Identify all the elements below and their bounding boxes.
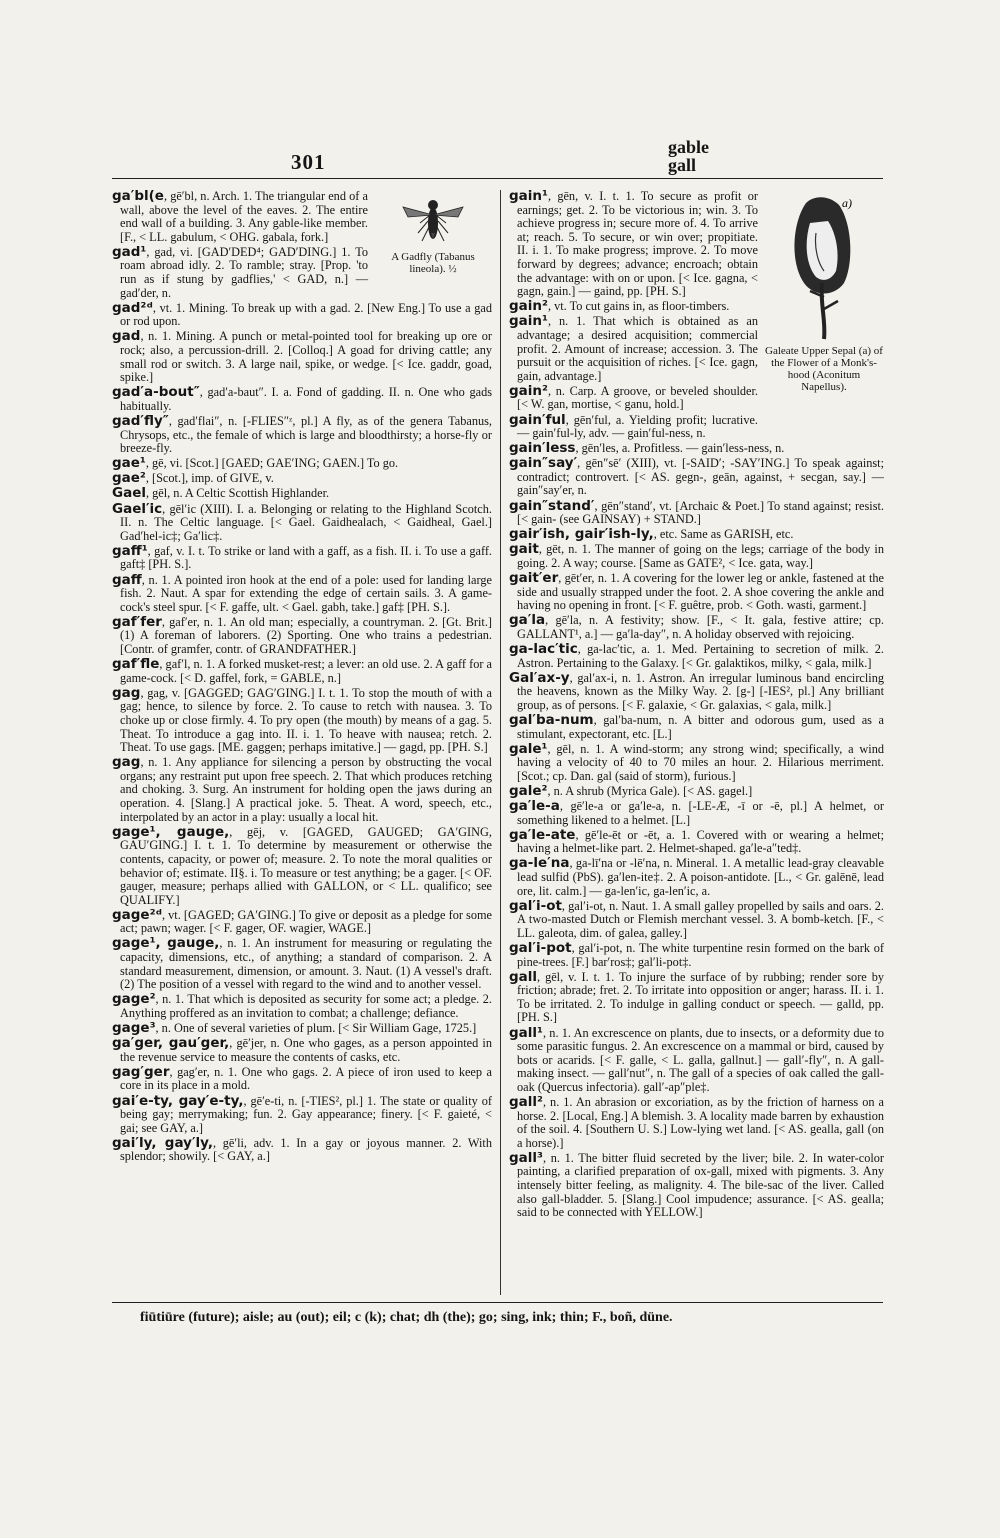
- dictionary-entry: gad²ᵈ, vt. 1. Mining. To break up with a gad. 2. [New Eng.] To use a gad or rod upon.: [112, 299, 492, 329]
- entry-definition: gē′li, adv. 1. In a gay or joyous manner. 2. With splendor; showily. [< GAY, a.]: [120, 1135, 492, 1164]
- entry-definition: gaf′er, n. 1. An old man; especially, a countryman. 2. [Gt. Brit.] (1) A foreman of laborers. (2) Sporting. One who trains a pedestrian. [Contr. of gramfer, contr. of GRANDFATHER.]: [120, 614, 492, 656]
- dictionary-entry: Gal′ax-y, gal′ax-i, n. 1. Astron. An irregular luminous band encircling the heavens, known as the Milky Way. 2. [g-] [-IES², pl.] Any brilliant group, as of persons. [< F. galaxie, < Gr. galaxias, < gala, milk.]: [509, 669, 884, 712]
- guide-words: [668, 138, 709, 174]
- dictionary-entry: gale¹, gēl, n. 1. A wind-storm; any strong wind; specifically, a wind having a velocity of 40 to 70 miles an hour. 2. Hilarious merriment. [Scot.; cp. Dan. gal (said of storm), furious.]: [509, 740, 884, 783]
- entry-headword: gall²: [509, 1094, 543, 1110]
- dictionary-entry: ga′bl(e, gē′bl, n. Arch. 1. The triangular end of a wall, above the level of the eaves. 2. The entire end wall of a building. 3. Any gable-like member. [F., < LL. gabulum, < OHG. gabala, fork.]: [112, 190, 369, 244]
- dictionary-entry: gait′er, gēt′er, n. 1. A covering for the lower leg or ankle, fastened at the side and usually strapped under the foot. 2. A shoe covering the ankle and having no opening in front. [< F. guêtre, prob. < Goth. wasti, garment.]: [509, 570, 884, 613]
- dictionary-entry: gag, gag, v. [GAGGED; GAG′GING.] I. t. 1. To stop the mouth of with a gag; hence, to silence by force. 2. To cause to retch with nausea. 3. To choke up or close firmly. 4. To pry open (the mouth) by means of a gag. 5. Theat. To introduce a gag into. II. i. 1. To heave with nausea; retch. 2. Theat. To use gags. [ME. gaggen; perhaps imitative.] — gagd, pp. [PH. S.]: [112, 684, 492, 755]
- entry-headword: gad′a-bout″: [112, 384, 200, 401]
- entry-headword: gaf′fle: [112, 656, 160, 673]
- dictionary-entry: gage²ᵈ, vt. [GAGED; GA′GING.] To give or deposit as a pledge for some act; pawn; wager. [< F. gager, OF. wagier, WAGE.]: [112, 906, 492, 936]
- dictionary-entry: ga-lac′tic, ga-lac′tic, a. 1. Med. Pertaining to secretion of milk. 2. Astron. Pertaining to the Galaxy. [< Gr. galaktikos, milky, < gala, milk.]: [509, 641, 884, 670]
- pronunciation-key: fiūtiūre (future); aisle; au (out); eil; c (k); chat; dh (the); go; sing, ink; thin; F., boñ, düne.: [140, 1310, 673, 1325]
- dictionary-entry: gall, gēl, v. I. t. 1. To injure the surface of by rubbing; render sore by friction; abrade; fret. 2. To irritate into opposition or anger; harass. II. i. 1. To be irritated. 2. To indulge in galling conduct or speech. — galld, pp. [PH. S.]: [509, 968, 884, 1025]
- dictionary-entry: gal′i-ot, gal′i-ot, n. Naut. 1. A small galley propelled by sails and oars. 2. A two-masted Dutch or Flemish merchant vessel. 3. A bomb-ketch. [F., < LL. galeota, dim. of galea, galley.]: [509, 897, 884, 940]
- dictionary-entry: gage³, n. One of several varieties of plum. [< Sir William Gage, 1725.]: [112, 1020, 477, 1037]
- dictionary-entry: gai′ly, gay′ly,, gē′li, adv. 1. In a gay or joyous manner. 2. With splendor; showily. [< GAY, a.]: [112, 1134, 492, 1164]
- entry-definition: n. One of several varieties of plum. [< Sir William Gage, 1725.]: [161, 1021, 477, 1036]
- dictionary-entry: gain″say′, gēn″sē′ (XIII), vt. [-SAID′; -SAY′ING.] To speak against; contradict; controvert. [< AS. gegn-, geān, against, + secgan, say.] — gain″say′er, n.: [509, 455, 884, 498]
- entry-headword: gae¹: [112, 455, 146, 472]
- entry-definition: gēn′les, a. Profitless. — gain′less-ness, n.: [581, 441, 785, 456]
- dictionary-entry: gai′e-ty, gay′e-ty,, gē′e-ti, n. [-TIES², pl.] 1. The state or quality of being gay; merrymaking; fun. 2. Gay appearance; finery. [< F. gaieté, < gai; see GAY, a.]: [112, 1092, 492, 1135]
- dictionary-entry: gain′ful, gēn′ful, a. Yielding profit; lucrative. — gain′ful-ly, adv. — gain′ful-ness, n.: [509, 411, 759, 441]
- dictionary-entry: gaf′fer, gaf′er, n. 1. An old man; especially, a countryman. 2. [Gt. Brit.] (1) A foreman of laborers. (2) Sporting. One who trains a pedestrian. [Contr. of gramfer, contr. of GRANDFATHER.]: [112, 613, 492, 656]
- entry-definition: n. 1. That which is obtained as an advantage; a desired acquisition; commercial profit. 2. Amount of increase; accession. 3. The pursuit or the acquisition of riches. [< Ice. gagn, gain, advantage.]: [517, 314, 758, 383]
- galeate-figure: [764, 193, 884, 418]
- entry-headword: gall³: [509, 1149, 543, 1166]
- entry-headword: gall¹: [509, 1024, 543, 1041]
- entry-definition: n. 1. An excrescence on plants, due to insects, or a deformity due to some parasitic fungus. 2. An excrescence on a mammal or bird, caused by bots or acarids. [< F. galle, < L. galla, gallnut.] — gall′-fly″, n. A gall-making insect. — gall′nut″, n. The gall of a species of oak called the gall-oak (Quercus infectoria). gall′-ap″ple‡.: [517, 1025, 884, 1094]
- entry-headword: gair′ish, gair′ish-ly,: [509, 526, 654, 543]
- entry-definition: n. A shrub (Myrica Gale). [< AS. gagel.]: [553, 783, 753, 798]
- entry-definition: gēt, n. 1. The manner of going on the legs; carriage of the body in going. 2. A way; course. [Same as GATE², < Ice. gata, way.]: [517, 542, 884, 570]
- entry-definition: gaf, v. I. t. To strike or land with a gaff, as a fish. II. i. To use a gaff. gaft‡ [PH. S.].: [120, 543, 492, 572]
- entry-definition: gēl, v. I. t. 1. To injure the surface of by rubbing; render sore by friction; abrade; fret. 2. To irritate into opposition or anger; harass. II. i. 1. To be irritated. 2. To indulge in galling conduct or speech. — galld, pp. [PH. S.]: [517, 969, 884, 1025]
- dictionary-entry: gaff, n. 1. A pointed iron hook at the end of a pole: used for landing large fish. 2. Naut. A spar for extending the edge of certain sails. 3. A game-cock's steel spur. [< F. gaffe, ult. < Gael. gabh, take.] gaf‡ [PH. S.].: [112, 571, 492, 614]
- entry-definition: gē′le-ēt or -ēt, a. 1. Covered with or wearing a helmet; having a helmet-like part. 2. Helmet-shaped. ga′le-a″ted‡.: [517, 827, 884, 856]
- column-divider: [500, 190, 501, 1295]
- entry-headword: gaff: [112, 571, 142, 588]
- entry-definition: gēl′ic (XIII). I. a. Belonging or relating to the Highland Scotch. II. n. The Celtic language. [< Gael. Gaidhealach, < Gaidheal, Gael.] Gad′hel-ic‡; Ga′lic‡.: [120, 501, 492, 543]
- dictionary-entry: gain″stand′, gēn″stand′, vt. [Archaic & Poet.] To stand against; resist. [< gain- (see GAINSAY) + STAND.]: [509, 497, 884, 527]
- entry-headword: ga′le-ate: [509, 826, 576, 843]
- dictionary-entry: gal′ba-num, gal′ba-num, n. A bitter and odorous gum, used as a stimulant, expectorant, etc. [L.]: [509, 711, 884, 741]
- entry-headword: gag′ger: [112, 1063, 170, 1080]
- galeate-marker: a): [842, 196, 852, 210]
- entry-headword: gain′less: [509, 440, 576, 457]
- guide-word-bottom: gall: [668, 155, 697, 175]
- entry-definition: gē, vi. [Scot.] [GAED; GAE′ING; GAEN.] To go.: [152, 456, 399, 471]
- right-column: [509, 190, 884, 1295]
- entry-definition: gēj, v. [GAGED, GAUGED; GA′GING, GAU′GING.] I. t. 1. To determine by measurement or otherwise the contents, capacity, or power of; measure. 2. To note the moral qualities or behavior of; estimate. II§. i. To measure or test anything; be a gager. [< OF. gauger, measure; perhaps allied with GALLON, or < LL. qualifico; see QUALIFY.]: [120, 824, 492, 907]
- page-number: 301: [291, 150, 326, 174]
- entry-headword: gad²ᵈ: [112, 299, 153, 316]
- entry-headword: gain¹: [509, 190, 548, 204]
- entry-headword: gae²: [112, 470, 146, 487]
- entry-headword: gain″stand′: [509, 497, 595, 514]
- entry-definition: gēn, v. I. t. 1. To secure as profit or earnings; get. 2. To be victorious in; win. 3. To achieve progress in; secure more of. 4. To arrive at; reach. 5. To secure, or win over; propitiate. II. i. 1. To make progress; improve. 2. To move forward by degrees; advance; encroach; obtain the advantage: with on or upon. [< Ice. gagna, < gagn, gain.] — gaind, pp. [PH. S.]: [517, 190, 759, 299]
- entry-headword: gal′ba-num: [509, 711, 594, 728]
- entry-headword: gale¹: [509, 740, 548, 757]
- dictionary-entry: gad′a-bout″, gad′a-baut″. I. a. Fond of gadding. II. n. One who gads habitually.: [112, 384, 492, 413]
- dictionary-entry: gain¹, gēn, v. I. t. 1. To secure as profit or earnings; get. 2. To be victorious in; win. 3. To achieve progress in; secure more of. 4. To arrive at; reach. 5. To secure, or win over; propitiate. II. i. 1. To make progress; improve. 2. To move forward by degrees; advance; encroach; obtain the advantage: with on or upon. [< Ice. gagna, < gagn, gain.] — gaind, pp. [PH. S.]: [509, 190, 759, 299]
- dictionary-entry: gag, n. 1. Any appliance for silencing a person by obstructing the vocal organs; any restraint put upon free speech. 2. That which produces retching and choking. 3. Surg. An instrument for holding open the jaws during an operation. 4. [Slang.] A practical joke. 5. Theat. A word, speech, etc., interpolated by an actor in a play: usually a local hit.: [112, 754, 492, 824]
- guide-word-top: gable: [668, 137, 710, 157]
- entry-headword: gain′ful: [509, 411, 566, 428]
- entry-headword: gad′fly″: [112, 413, 169, 429]
- entry-definition: gē′e-ti, n. [-TIES², pl.] 1. The state or quality of being gay; merrymaking; fun. 2. Gay appearance; finery. [< F. gaieté, < gai; see GAY, a.]: [120, 1093, 492, 1135]
- entry-headword: ga′la: [509, 612, 546, 629]
- entry-headword: ga′bl(e: [112, 190, 164, 204]
- entry-headword: gage²ᵈ: [112, 906, 162, 923]
- entry-definition: n. 1. An abrasion or excoriation, as by the friction of harness on a horse. 2. [Local, Eng.] A blemish. 3. A locality made barren by exhaustion of the soil. 4. [Southern U. S.] Low-lying wet land. [< AS. gealla, gall (on a horse).]: [517, 1095, 884, 1150]
- gadfly-figure: [374, 193, 492, 275]
- dictionary-entry: Gael, gēl, n. A Celtic Scottish Highlander.: [112, 485, 330, 502]
- entry-headword: gait: [509, 541, 539, 558]
- dictionary-entry: ga′le-ate, gē′le-ēt or -ēt, a. 1. Covered with or wearing a helmet; having a helmet-like part. 2. Helmet-shaped. ga′le-a″ted‡.: [509, 826, 884, 856]
- entry-headword: ga-lac′tic: [509, 641, 578, 657]
- dictionary-entry: gain², vt. To cut gains in, as floor-timbers.: [509, 298, 730, 315]
- dictionary-entry: ga′le-a, gē′le-a or ga′le-a, n. [-LE-Æ, -ī or -ē, pl.] A helmet, or something likened to a helmet. [L.]: [509, 798, 884, 827]
- entry-definition: gad, vi. [GAD′DED⁴; GAD′DING.] 1. To roam abroad idly. 2. To ramble; stray. [Prop. 'to run as if stung by gadflies,' < GAD, n.] — gad′der, n.: [120, 244, 368, 300]
- entry-headword: gait′er: [509, 570, 559, 587]
- left-entry-list: [112, 190, 492, 1164]
- dictionary-entry: Gael′ic, gēl′ic (XIII). I. a. Belonging or relating to the Highland Scotch. II. n. The Celtic language. [< Gael. Gaidhealach, < Gaidheal, Gael.] Gad′hel-ic‡; Ga′lic‡.: [112, 500, 492, 543]
- entry-definition: gaf′l, n. 1. A forked musket-rest; a lever: an old use. 2. A gaff for a game-cock. [< D. gaffel, fork, = GABLE, n.]: [120, 657, 492, 685]
- dictionary-entry: gad¹, gad, vi. [GAD′DED⁴; GAD′DING.] 1. To roam abroad idly. 2. To ramble; stray. [Prop. 'to run as if stung by gadflies,' < GAD, n.] — gad′der, n.: [112, 243, 368, 300]
- entry-headword: gage³: [112, 1020, 156, 1037]
- dictionary-entry: gal′i-pot, gal′i-pot, n. The white turpentine resin formed on the bark of pine-trees. [F.] bar′ros‡; gal′li-pot‡.: [509, 939, 884, 969]
- entry-definition: gēl, n. 1. A wind-storm; any strong wind; specifically, a wind having a velocity of 40 to 70 miles an hour. 2. Hilarious merriment. [Scot.; cp. Dan. gal (said of storm), furious.]: [517, 741, 884, 783]
- entry-headword: gage¹, gauge,: [112, 935, 220, 952]
- entry-definition: gē′bl, n. Arch. 1. The triangular end of a wall, above the level of the eaves. 2. The entire end wall of a building. 3. Any gable-like member. [F., < LL. gabulum, < OHG. gabala, fork.]: [120, 190, 369, 244]
- entry-headword: gaff¹: [112, 542, 148, 559]
- entry-headword: Gael: [112, 485, 146, 502]
- monkshood-flower-icon: [784, 193, 864, 343]
- entry-headword: gage²: [112, 991, 156, 1008]
- entry-definition: gag′er, n. 1. One who gags. 2. A piece of iron used to keep a core in its place in a mold.: [120, 1064, 492, 1093]
- entry-definition: gēn″sē′ (XIII), vt. [-SAID′; -SAY′ING.] To speak against; contradict; controvert. [< AS. gegn-, geān, against, + secgan, say.] — gain″say′er, n.: [517, 456, 884, 498]
- entry-definition: n. 1. Mining. A punch or metal-pointed tool for breaking up ore or rock; also, a percussion-drill. 2. [Colloq.] A goad for driving cattle; any small rod or switch. 3. A large nail, spike, or wedge. [< Ice. gaddr, goad, spike.]: [120, 329, 492, 385]
- entry-definition: etc. Same as GARISH, etc.: [659, 527, 794, 542]
- dictionary-entry: gaff¹, gaf, v. I. t. To strike or land with a gaff, as a fish. II. i. To use a gaff. gaft‡ [PH. S.].: [112, 542, 492, 572]
- entry-definition: n. 1. That which is deposited as security for some act; a pledge. 2. Anything proffered as an invitation to combat; a challenge; defiance.: [120, 992, 492, 1020]
- entry-definition: n. 1. Any appliance for silencing a person by obstructing the vocal organs; any restraint put upon free speech. 2. That which produces retching and choking. 3. Surg. An instrument for holding open the jaws during an operation. 4. [Slang.] A practical joke. 5. Theat. A word, speech, etc., interpolated by an actor in a play: usually a local hit.: [120, 755, 492, 824]
- dictionary-entry: gall¹, n. 1. An excrescence on plants, due to insects, or a deformity due to some parasitic fungus. 2. An excrescence on a mammal or bird, caused by bots or acarids. [< F. galle, < L. galla, gallnut.] — gall′-fly″, n. A gall-making insect. — gall′nut″, n. The gall of a species of oak called the gall-oak (Quercus infectoria). gall′-ap″ple‡.: [509, 1024, 884, 1094]
- entry-definition: n. 1. An instrument for measuring or regulating the capacity, dimensions, etc., of anything; a standard of comparison. 2. A standard measurement, dimension, or amount. 3. Naut. (1) A vessel's draft. (2) The position of a vessel with regard to the wind and to another vessel.: [120, 936, 492, 992]
- entry-headword: gal′i-pot: [509, 939, 572, 956]
- dictionary-entry: gage¹, gauge,, gēj, v. [GAGED, GAUGED; GA′GING, GAU′GING.] I. t. 1. To determine by measurement or otherwise the contents, capacity, or power of; measure. 2. To note the moral qualities or behavior of; estimate. II§. i. To measure or test anything; be a gager. [< OF. gauger, measure; perhaps allied with GALLON, or < LL. qualifico; see QUALIFY.]: [112, 823, 492, 907]
- entry-headword: gad: [112, 328, 141, 345]
- entry-definition: vt. 1. Mining. To break up with a gad. 2. [New Eng.] To use a gad or rod upon.: [120, 300, 492, 329]
- entry-definition: ga-lac′tic, a. 1. Med. Pertaining to secretion of milk. 2. Astron. Pertaining to the Galaxy. [< Gr. galaktikos, milky, < gala, milk.]: [517, 642, 884, 670]
- entry-headword: gain″say′: [509, 455, 578, 472]
- dictionary-entry: ga′la, gē′la, n. A festivity; show. [F., < It. gala, festive attire; cp. GALLANT¹, a.] — ga′la-day″, n. A holiday observed with rejoicing.: [509, 612, 884, 641]
- dictionary-entry: gae², [Scot.], imp. of GIVE, v.: [112, 470, 274, 487]
- dictionary-entry: gall³, n. 1. The bitter fluid secreted by the liver; bile. 2. In water-color painting, a clarified preparation of ox-gall, mixed with pigments. 3. Any intensely bitter feeling, as malignity. 4. The bile-sac of the liver. Called also gall-bladder. 5. [Slang.] Cool impudence; assurance. [< AS. gealla; said to be connected with YELLOW.]: [509, 1149, 884, 1220]
- bottom-rule: [112, 1302, 883, 1303]
- entry-definition: gad′a-baut″. I. a. Fond of gadding. II. n. One who gads habitually.: [120, 385, 492, 413]
- dictionary-entry: gale², n. A shrub (Myrica Gale). [< AS. gagel.]: [509, 782, 753, 799]
- entry-definition: n. 1. A pointed iron hook at the end of a pole: used for landing large fish. 2. Naut. A spar for extending the edge of certain sails. 3. A game-cock's steel spur. [< F. gaffe, ult. < Gael. gabh, take.] gaf‡ [PH. S.].: [120, 572, 492, 614]
- dictionary-entry: gad′fly″, gad′flai″, n. [-FLIES″ᶻ, pl.] A fly, as of the genera Tabanus, Chrysops, etc., the female of which is large and bloodthirsty; a horse-fly or breeze-fly.: [112, 413, 492, 456]
- entry-headword: gad¹: [112, 243, 147, 260]
- entry-definition: [Scot.], imp. of GIVE, v.: [152, 471, 274, 486]
- dictionary-entry: ga-le′na, ga-lī′na or -lē′na, n. Mineral. 1. A metallic lead-gray cleavable lead sulfid (PbS). ga′len-ite‡. 2. A poison-antidote. [L., < Gr. galēnē, lead ore, lit. calm.] — ga-len′ic, ga-len′ic, a.: [509, 855, 884, 898]
- entry-definition: n. 1. The bitter fluid secreted by the liver; bile. 2. In water-color painting, a clarified preparation of ox-gall, mixed with pigments. 3. Any intensely bitter feeling, as malignity. 4. The bile-sac of the liver. Called also gall-bladder. 5. [Slang.] Cool impudence; assurance. [< AS. gealla; said to be connected with YELLOW.]: [517, 1150, 884, 1220]
- dictionary-entry: gag′ger, gag′er, n. 1. One who gags. 2. A piece of iron used to keep a core in its place in a mold.: [112, 1063, 492, 1093]
- entry-headword: gai′e-ty, gay′e-ty,: [112, 1092, 244, 1109]
- dictionary-entry: gait, gēt, n. 1. The manner of going on the legs; carriage of the body in going. 2. A way; course. [Same as GATE², < Ice. gata, way.]: [509, 541, 884, 570]
- entry-definition: gag, v. [GAGGED; GAG′GING.] I. t. 1. To stop the mouth of with a gag; hence, to silence by force. 2. To cause to retch with nausea. 3. To choke up or close firmly. 4. To pry open (the mouth) by means of a gag. 5. Theat. To introduce a gag into. II. i. 1. To heave with nausea; retch. 2. Theat. To use gags. [ME. gaggen; perhaps imitative.] — gagd, pp. [PH. S.]: [120, 685, 492, 755]
- entry-headword: gain²: [509, 382, 548, 399]
- dictionary-entry: gall², n. 1. An abrasion or excoriation, as by the friction of harness on a horse. 2. [Local, Eng.] A blemish. 3. A locality made barren by exhaustion of the soil. 4. [Southern U. S.] Low-lying wet land. [< AS. gealla, gall (on a horse).]: [509, 1094, 884, 1150]
- entry-headword: ga′le-a: [509, 798, 560, 815]
- entry-headword: gale²: [509, 782, 548, 799]
- entry-headword: ga′ger, gau′ger,: [112, 1035, 230, 1052]
- entry-headword: gain¹: [509, 313, 548, 330]
- dictionary-entry: gad, n. 1. Mining. A punch or metal-pointed tool for breaking up ore or rock; also, a percussion-drill. 2. [Colloq.] A goad for driving cattle; any small rod or switch. 3. A large nail, spike, or wedge. [< Ice. gaddr, goad, spike.]: [112, 328, 492, 385]
- entry-definition: n. Carp. A groove, or beveled shoulder. [< W. gan, mortise, < ganu, hold.]: [517, 383, 758, 412]
- entry-definition: gē′le-a or ga′le-a, n. [-LE-Æ, -ī or -ē, pl.] A helmet, or something likened to a helmet. [L.]: [517, 799, 884, 827]
- dictionary-entry: gair′ish, gair′ish-ly,, etc. Same as GARISH, etc.: [509, 526, 794, 543]
- entry-definition: gal′i-ot, n. Naut. 1. A small galley propelled by sails and oars. 2. A two-masted Dutch or Flemish merchant vessel. 3. A bomb-ketch. [F., < LL. galeota, dim. of galea, galley.]: [517, 898, 884, 940]
- entry-definition: vt. To cut gains in, as floor-timbers.: [554, 299, 730, 314]
- galeate-caption: Galeate Upper Sepal (a) of the Flower of a Monk's-hood (Aconitum Napellus).: [765, 345, 883, 393]
- entry-headword: gage¹, gauge,: [112, 823, 230, 840]
- entry-headword: ga-le′na: [509, 855, 570, 872]
- entry-definition: gēn″stand′, vt. [Archaic & Poet.] To stand against; resist. [< gain- (see GAINSAY) + STAND.]: [517, 498, 884, 527]
- entry-definition: vt. [GAGED; GA′GING.] To give or deposit as a pledge for some act; pawn; wager. [< F. gager, OF. wagier, WAGE.]: [120, 907, 492, 936]
- entry-headword: gag: [112, 754, 141, 771]
- dictionary-entry: gain¹, n. 1. That which is obtained as an advantage; a desired acquisition; commercial profit. 2. Amount of increase; accession. 3. The pursuit or the acquisition of riches. [< Ice. gagn, gain, advantage.]: [509, 313, 758, 383]
- entry-definition: gēn′ful, a. Yielding profit; lucrative. — gain′ful-ly, adv. — gain′ful-ness, n.: [517, 412, 759, 441]
- dictionary-entry: ga′ger, gau′ger,, gē′jer, n. One who gages, as a person appointed in the revenue service to measure the contents of casks, etc.: [112, 1035, 492, 1064]
- dictionary-entry: gae¹, gē, vi. [Scot.] [GAED; GAE′ING; GAEN.] To go.: [112, 455, 399, 472]
- entry-headword: gag: [112, 684, 141, 701]
- entry-definition: gal′ax-i, n. 1. Astron. An irregular luminous band encircling the heavens, known as the Milky Way. 2. [g-] [-IES², pl.] Any brilliant group, as of persons. [< F. galaxie, < Gr. galaxias, < gala, milk.]: [517, 670, 884, 712]
- top-rule: [112, 178, 883, 179]
- entry-headword: gain²: [509, 298, 548, 315]
- entry-headword: Gael′ic: [112, 500, 163, 517]
- entry-definition: gēt′er, n. 1. A covering for the lower leg or ankle, fastened at the side and usually strapped under the foot. 2. A shoe covering the ankle and having no opening in front. [< F. guêtre, prob. < Goth. wasti, garment.]: [517, 571, 884, 613]
- dictionary-entry: gage¹, gauge,, n. 1. An instrument for measuring or regulating the capacity, dimensions, etc., of anything; a standard of comparison. 2. A standard measurement, dimension, or amount. 3. Naut. (1) A vessel's draft. (2) The position of a vessel with regard to the wind and to another vessel.: [112, 935, 492, 992]
- left-column: [112, 190, 492, 1295]
- gadfly-icon: [398, 193, 468, 249]
- entry-headword: Gal′ax-y: [509, 669, 570, 686]
- entry-definition: gē′la, n. A festivity; show. [F., < It. gala, festive attire; cp. GALLANT¹, a.] — ga′la-day″, n. A holiday observed with rejoicing.: [517, 613, 884, 641]
- entry-definition: gal′ba-num, n. A bitter and odorous gum, used as a stimulant, expectorant, etc. [L.]: [517, 712, 884, 741]
- dictionary-entry: gain², n. Carp. A groove, or beveled shoulder. [< W. gan, mortise, < ganu, hold.]: [509, 382, 758, 412]
- entry-definition: gē′jer, n. One who gages, as a person appointed in the revenue service to measure the contents of casks, etc.: [120, 1036, 492, 1064]
- entry-definition: ga-lī′na or -lē′na, n. Mineral. 1. A metallic lead-gray cleavable lead sulfid (PbS). ga′len-ite‡. 2. A poison-antidote. [L., < Gr. galēnē, lead ore, lit. calm.] — ga-len′ic, ga-len′ic, a.: [517, 856, 884, 898]
- dictionary-entry: gain′less, gēn′les, a. Profitless. — gain′less-ness, n.: [509, 440, 785, 457]
- entry-headword: gai′ly, gay′ly,: [112, 1134, 214, 1151]
- entry-definition: gal′i-pot, n. The white turpentine resin formed on the bark of pine-trees. [F.] bar′ros‡; gal′li-pot‡.: [517, 940, 884, 969]
- entry-headword: gal′i-ot: [509, 897, 562, 914]
- dictionary-entry: gage², n. 1. That which is deposited as security for some act; a pledge. 2. Anything proffered as an invitation to combat; a challenge; defiance.: [112, 991, 492, 1020]
- entry-definition: gad′flai″, n. [-FLIES″ᶻ, pl.] A fly, as of the genera Tabanus, Chrysops, etc., the female of which is large and bloodthirsty; a horse-fly or breeze-fly.: [120, 414, 492, 456]
- gadfly-caption: A Gadfly (Tabanus lineola). ½: [391, 251, 475, 275]
- dictionary-entry: gaf′fle, gaf′l, n. 1. A forked musket-rest; a lever: an old use. 2. A gaff for a game-cock. [< D. gaffel, fork, = GABLE, n.]: [112, 656, 492, 685]
- entry-definition: gēl, n. A Celtic Scottish Highlander.: [152, 486, 330, 501]
- entry-headword: gall: [509, 968, 538, 985]
- entry-headword: gaf′fer: [112, 613, 162, 630]
